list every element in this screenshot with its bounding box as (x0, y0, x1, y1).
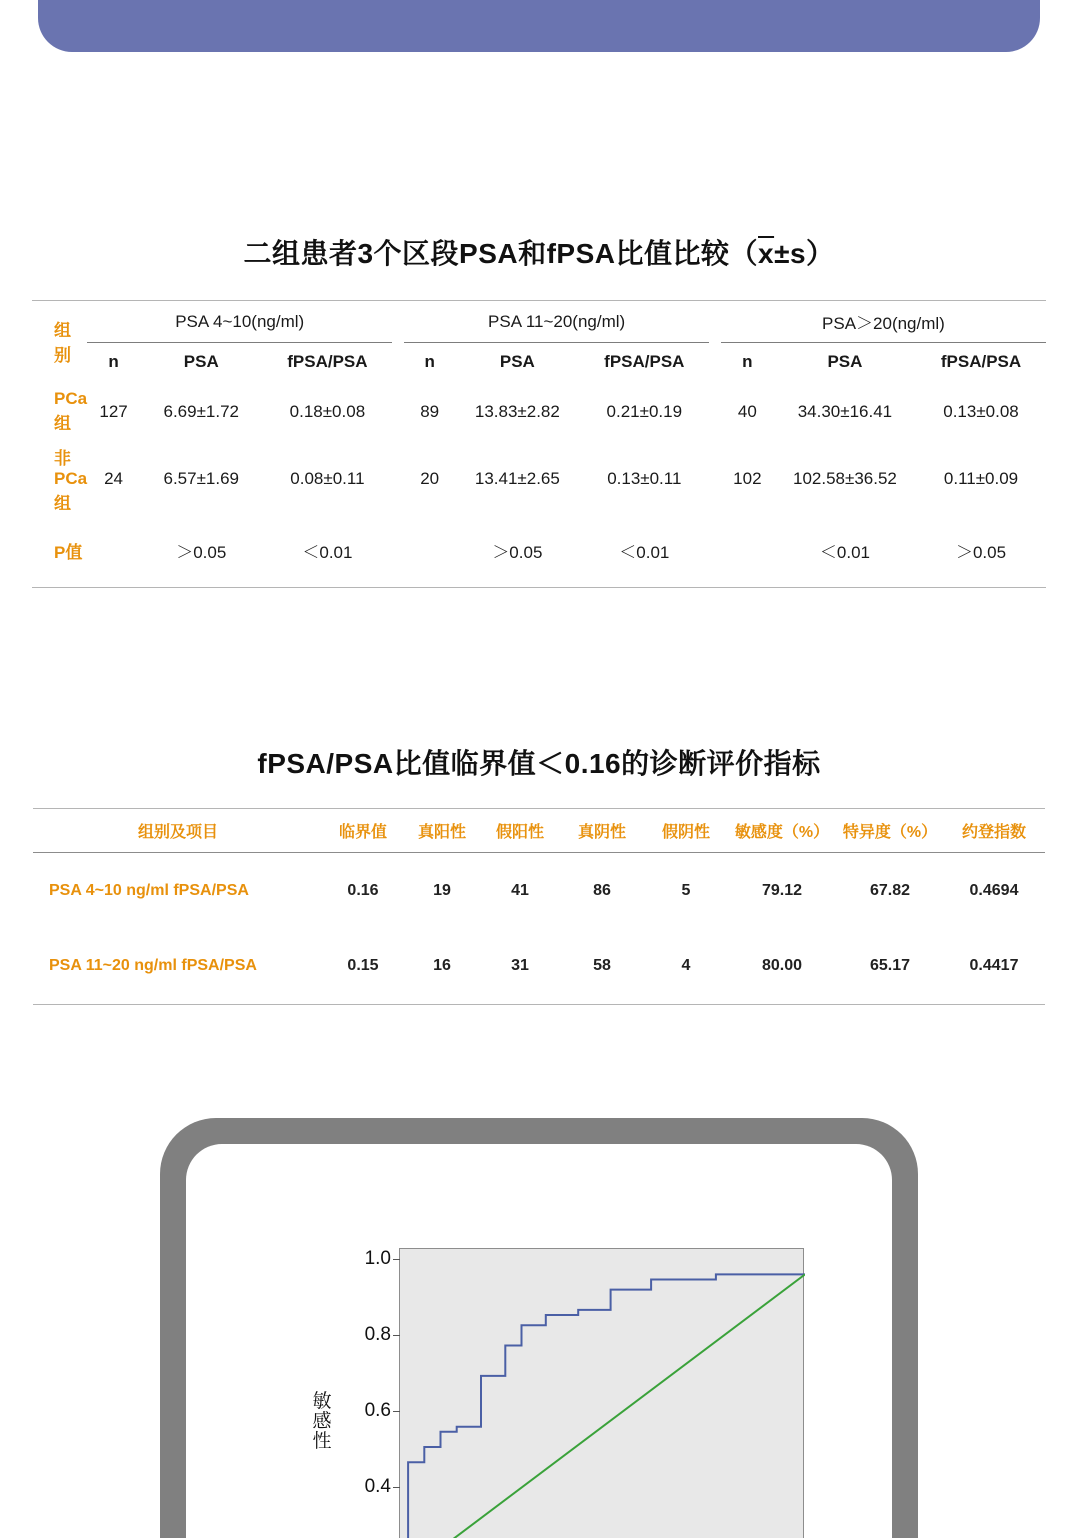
cell-t2-r1-c6: 65.17 (837, 929, 943, 1005)
table-row-subheader (32, 343, 1046, 381)
cell-t2-r1-c2: 31 (481, 929, 559, 1005)
cell-r0-c4: 13.83±2.82 (474, 401, 560, 421)
cell-r2-c6 (721, 515, 774, 587)
cell-t2-r1-c3: 58 (559, 929, 645, 1005)
cell-r2-c2: ＜0.01 (302, 543, 353, 562)
group-header-2: PSA＞20(ng/ml) (721, 301, 1046, 343)
spacer-4 (392, 381, 404, 443)
spacer-3 (709, 343, 721, 381)
group-header-1: PSA 11~20(ng/ml) (404, 301, 709, 343)
cell-r2-c1: ＞0.05 (176, 543, 227, 562)
section-diagnostic-indicators (0, 742, 1078, 1005)
cell-r1-c8: 0.11±0.09 (943, 468, 1019, 488)
cell-t2-r1-c5: 80.00 (727, 929, 837, 1005)
phone-mockup-frame (160, 1118, 918, 1538)
col-header-2: 真阳性 (403, 809, 481, 853)
table-row (32, 381, 1046, 443)
row-label-pvalue: P值 (54, 543, 83, 562)
title-prefix: 二组患者3个区段PSA和fPSA比值比较（ (243, 238, 758, 269)
subhead-psa-1: PSA (499, 351, 535, 371)
cell-r1-c4: 13.41±2.65 (474, 468, 560, 488)
cell-r0-c2: 0.18±0.08 (289, 401, 366, 421)
spacer-6 (392, 443, 404, 515)
y-tick-1: 0.8 (365, 1324, 400, 1346)
subhead-psa-2: PSA (827, 351, 863, 371)
col-header-5: 假阴性 (645, 809, 727, 853)
row-label-nonpca: 非PCa组 (54, 448, 88, 513)
table-bottom-rule (32, 587, 1046, 588)
col-header-8: 约登指数 (943, 809, 1045, 853)
cell-t2-r1-c0: 0.15 (323, 929, 403, 1005)
cell-r0-c1: 6.69±1.72 (163, 401, 240, 421)
col-header-1: 临界值 (323, 809, 403, 853)
top-banner (38, 0, 1040, 52)
cell-r2-c8: ＞0.05 (955, 543, 1007, 562)
spacer-9 (709, 515, 721, 587)
spacer-2 (392, 343, 404, 381)
cell-t2-r0-c1: 19 (433, 881, 451, 899)
y-tick-0: 1.0 (365, 1248, 400, 1270)
col-header-6: 敏感度（%） (727, 809, 837, 853)
subhead-ratio-0: fPSA/PSA (287, 351, 368, 371)
table-diagnostic-indicators (33, 808, 1045, 1005)
row-label-psa-11-20: PSA 11~20 ng/ml fPSA/PSA (33, 929, 323, 1005)
table-row-group-header (32, 301, 1046, 343)
cell-r1-c7: 102.58±36.52 (793, 468, 897, 488)
spacer-1 (709, 301, 721, 343)
cell-r1-c5: 0.13±0.11 (607, 468, 682, 488)
spacer-8 (392, 515, 404, 587)
col-header-4: 真阴性 (559, 809, 645, 853)
cell-r2-c4: ＞0.05 (492, 543, 543, 562)
cell-r1-c3: 20 (420, 468, 440, 488)
cell-t2-r1-c7: 0.4417 (943, 929, 1045, 1005)
table-row (32, 443, 1046, 515)
cell-r0-c8: 0.13±0.08 (943, 401, 1019, 421)
cell-t2-r0-c6: 67.82 (869, 881, 911, 899)
y-tick-3: 0.4 (365, 1476, 400, 1498)
subhead-ratio-1: fPSA/PSA (604, 351, 685, 371)
cell-r0-c3: 89 (420, 401, 440, 421)
table-row (32, 515, 1046, 587)
col-header-7: 特异度（%） (837, 809, 943, 853)
cell-r1-c6: 102 (733, 468, 762, 488)
col-header-0: 组别及项目 (33, 809, 323, 853)
title-suffix: ±s） (774, 238, 835, 269)
cell-r2-c5: ＜0.01 (619, 543, 670, 562)
title-xbar: $\overline{x}$ (758, 238, 775, 269)
y-tick-2: 0.6 (365, 1400, 400, 1422)
chart-plot-svg (400, 1249, 805, 1538)
page-title-one (0, 232, 1078, 272)
subhead-n-1: n (424, 351, 435, 371)
cell-r1-c1: 6.57±1.69 (163, 468, 240, 488)
page-title-two: fPSA/PSA比值临界值＜0.16的诊断评价指标 (257, 748, 821, 779)
cell-r2-c7: ＜0.01 (819, 543, 870, 562)
row-label-psa-4-10: PSA 4~10 ng/ml fPSA/PSA (49, 881, 249, 899)
group-header-0: PSA 4~10(ng/ml) (87, 301, 392, 343)
cell-t2-r1-c1: 16 (403, 929, 481, 1005)
cell-r0-c7: 34.30±16.41 (797, 401, 893, 421)
cell-r1-c0: 24 (104, 468, 124, 488)
reference-diagonal-line (400, 1274, 805, 1538)
section-psa-comparison (0, 232, 1078, 588)
cell-r0-c5: 0.21±0.19 (606, 401, 683, 421)
cell-t2-r0-c7: 0.4694 (969, 881, 1019, 899)
row-label-pca: PCa组 (54, 389, 88, 433)
header-group-label: 组别 (32, 301, 87, 381)
bottom-rule-cell (32, 587, 1046, 588)
chart-y-axis-title: 敏感性 (312, 1391, 332, 1452)
table-psa-comparison (32, 300, 1046, 588)
table-row (33, 853, 1045, 929)
subhead-n-0: n (108, 351, 119, 371)
spacer-5 (709, 381, 721, 443)
cell-t2-r0-c3: 86 (593, 881, 611, 899)
cell-t2-r0-c2: 41 (511, 881, 529, 899)
subhead-n-2: n (742, 351, 753, 371)
spacer-7 (709, 443, 721, 515)
roc-curve-line (400, 1274, 805, 1538)
col-header-3: 假阳性 (481, 809, 559, 853)
cell-r0-c0: 127 (99, 401, 128, 421)
cell-r0-c6: 40 (737, 401, 757, 421)
phone-screen (186, 1144, 892, 1538)
table-row (33, 929, 1045, 1005)
roc-chart (364, 1248, 804, 1538)
cell-t2-r0-c4: 5 (681, 881, 691, 899)
cell-t2-r0-c0: 0.16 (347, 881, 379, 899)
cell-r1-c2: 0.08±0.11 (290, 468, 365, 488)
spacer-0 (392, 301, 404, 343)
subhead-psa-0: PSA (183, 351, 219, 371)
cell-r2-c0 (87, 515, 140, 587)
cell-r2-c3 (404, 515, 455, 587)
subhead-ratio-2: fPSA/PSA (940, 351, 1022, 371)
cell-t2-r0-c5: 79.12 (761, 881, 803, 899)
cell-t2-r1-c4: 4 (645, 929, 727, 1005)
table-row-header (33, 809, 1045, 853)
